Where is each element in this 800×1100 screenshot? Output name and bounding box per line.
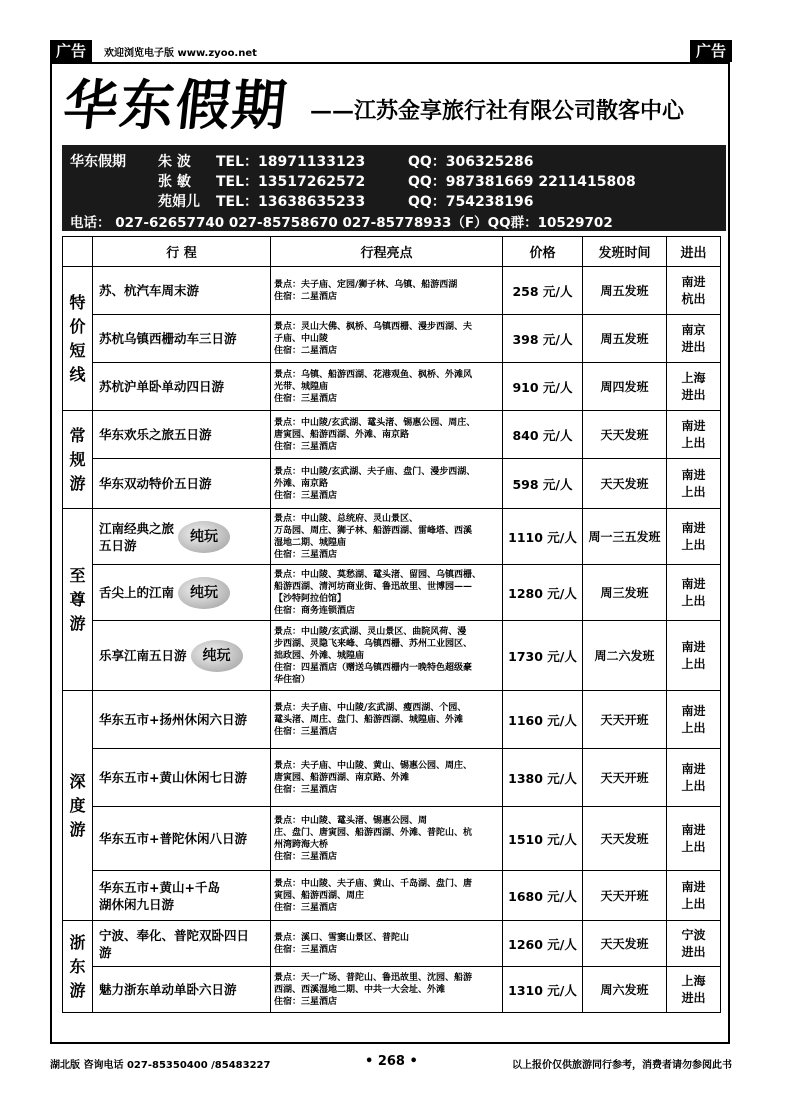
route-schedule: 天天发班 — [583, 921, 667, 967]
table-header-row — [63, 237, 721, 267]
route-inout: 南进 杭出 — [667, 267, 721, 315]
route-price: 1310 元/人 — [503, 967, 583, 1013]
route-name: 华东五市+黄山休闲七日游 — [93, 749, 271, 807]
route-name: 苏、杭汽车周末游 — [93, 267, 271, 315]
table-row — [63, 509, 721, 565]
table-row — [63, 749, 721, 807]
ad-tag-right: 广告 — [690, 40, 732, 62]
header-schedule: 发班时间 — [583, 237, 667, 267]
route-highlights: 景点：中山陵、总统府、灵山景区、 万岛园、周庄、狮子林、船游西湖、雷峰塔、西溪 湿地二期、城隍庙 住宿：三星酒店 — [271, 509, 503, 565]
table-row — [63, 459, 721, 509]
table-row — [63, 807, 721, 871]
route-name-line2: 游 — [99, 944, 112, 960]
table-row — [63, 621, 721, 691]
route-price: 1260 元/人 — [503, 921, 583, 967]
contact-tel-2: TEL：13517262572 — [216, 174, 366, 190]
category-regular: 常 规 游 — [63, 411, 93, 509]
route-inout: 南进 上出 — [667, 749, 721, 807]
top-bar — [50, 40, 732, 62]
route-name-line2: 五日游 — [99, 537, 137, 553]
route-inout: 上海 进出 — [667, 967, 721, 1013]
header-route: 行 程 — [93, 237, 271, 267]
route-highlights: 景点：溪口、雪窦山景区、普陀山 住宿：三星酒店 — [271, 921, 503, 967]
route-name: 苏杭沪单卧单动四日游 — [93, 363, 271, 411]
page-number: • 268 • — [365, 1054, 418, 1069]
route-schedule: 周二六发班 — [583, 621, 667, 691]
route-highlights: 景点：中山陵、莫愁湖、鼋头渚、留园、乌镇西栅、 船游西湖、清河坊商业街、鲁迅故里、世博园—— 【沙特阿拉伯馆】 住宿：商务连锁酒店 — [271, 565, 503, 621]
contact-label: 华东假期 — [70, 154, 126, 170]
route-price: 398 元/人 — [503, 315, 583, 363]
route-price: 1380 元/人 — [503, 749, 583, 807]
table-row — [63, 411, 721, 459]
route-price: 910 元/人 — [503, 363, 583, 411]
route-price: 258 元/人 — [503, 267, 583, 315]
table-row — [63, 967, 721, 1013]
contact-qq-2: QQ：987381669 2211415808 — [408, 174, 636, 190]
route-name-cell — [93, 871, 271, 921]
route-price: 1110 元/人 — [503, 509, 583, 565]
route-name: 华东五市+普陀休闲八日游 — [93, 807, 271, 871]
table-row — [63, 363, 721, 411]
footer — [50, 1054, 732, 1072]
pure-play-badge: 纯玩 — [191, 640, 243, 672]
category-special: 特 价 短 线 — [63, 267, 93, 411]
contact-phones: 电话： 027-62657740 027-85758670 027-85778933（F）QQ群：10529702 — [70, 215, 613, 231]
route-inout: 南进 上出 — [667, 459, 721, 509]
route-schedule: 天天开班 — [583, 691, 667, 749]
pure-play-badge: 纯玩 — [178, 577, 230, 609]
route-name: 宁波、奉化、普陀双卧四日 — [99, 927, 250, 943]
contact-qq-3: QQ：754238196 — [408, 194, 534, 210]
company-subtitle: ——江苏金享旅行社有限公司散客中心 — [310, 98, 685, 124]
route-inout: 南进 上出 — [667, 691, 721, 749]
contact-tel-1: TEL：18971133123 — [216, 154, 366, 170]
table-row — [63, 921, 721, 967]
route-highlights: 景点：灵山大佛、枫桥、乌镇西栅、漫步西湖、夫 子庙、中山陵 住宿：二星酒店 — [271, 315, 503, 363]
ad-tag-left: 广告 — [50, 40, 92, 62]
route-highlights: 景点：中山陵/玄武湖、鼋头渚、锡惠公园、周庄、 唐寅园、船游西湖、外滩、南京路 住宿：三星酒店 — [271, 411, 503, 459]
route-name-line2: 湖休闲九日游 — [99, 896, 175, 912]
table-row — [63, 315, 721, 363]
route-name: 华东双动特价五日游 — [93, 459, 271, 509]
route-highlights: 景点：中山陵/玄武湖、灵山景区、曲院风荷、漫 步西湖、灵隐飞来峰、乌镇西栅、苏州工业园区、 拙政园、外滩、城隍庙 住宿：四星酒店（赠送乌镇西栅内一晚特色超级豪 华住宿） — [271, 621, 503, 691]
table-row — [63, 565, 721, 621]
contact-name-3: 苑娟儿 — [158, 194, 200, 210]
route-highlights: 景点：乌镇、船游西湖、花港观鱼、枫桥、外滩风 光带、城隍庙 住宿：三星酒店 — [271, 363, 503, 411]
route-schedule: 周六发班 — [583, 967, 667, 1013]
header-highlights: 行程亮点 — [271, 237, 503, 267]
page-title: 华东假期 — [60, 73, 292, 137]
header-inout: 进出 — [667, 237, 721, 267]
contact-tel-3: TEL：13638635233 — [216, 194, 366, 210]
route-schedule: 周三发班 — [583, 565, 667, 621]
route-inout: 南进 上出 — [667, 871, 721, 921]
route-schedule: 天天发班 — [583, 807, 667, 871]
contact-name-1: 朱 波 — [158, 154, 191, 170]
route-name: 乐享江南五日游 — [99, 648, 187, 663]
contact-qq-1: QQ：306325286 — [408, 154, 534, 170]
category-zhedong: 浙 东 游 — [63, 921, 93, 1013]
route-name: 华东欢乐之旅五日游 — [93, 411, 271, 459]
route-name-cell — [93, 921, 271, 967]
route-price: 1280 元/人 — [503, 565, 583, 621]
contact-block — [62, 145, 726, 231]
route-name: 江南经典之旅 — [99, 520, 175, 536]
pure-play-badge: 纯玩 — [178, 521, 230, 553]
contact-name-2: 张 敏 — [158, 174, 191, 190]
route-name-cell — [93, 621, 271, 691]
route-schedule: 周四发班 — [583, 363, 667, 411]
route-highlights: 景点：夫子庙、中山陵/玄武湖、瘦西湖、个园、 鼋头渚、周庄、盘门、船游西湖、城隍庙、外滩 住宿：三星酒店 — [271, 691, 503, 749]
route-price: 1730 元/人 — [503, 621, 583, 691]
footer-hotline: 湖北版 咨询电话 027-85350400 /85483227 — [50, 1060, 271, 1071]
route-price: 1680 元/人 — [503, 871, 583, 921]
route-price: 1510 元/人 — [503, 807, 583, 871]
footer-disclaimer: 以上报价仅供旅游同行参考，消费者请勿参阅此书 — [512, 1060, 732, 1071]
table-row — [63, 267, 721, 315]
route-name: 魅力浙东单动单卧六日游 — [93, 967, 271, 1013]
route-name-cell — [93, 565, 271, 621]
route-price: 1160 元/人 — [503, 691, 583, 749]
route-highlights: 景点：夫子庙、定园/狮子林、乌镇、船游西湖 住宿：二星酒店 — [271, 267, 503, 315]
category-premium: 至 尊 游 — [63, 509, 93, 691]
header-blank — [63, 237, 93, 267]
route-schedule: 天天开班 — [583, 871, 667, 921]
route-inout: 南进 上出 — [667, 509, 721, 565]
route-schedule: 天天发班 — [583, 411, 667, 459]
route-schedule: 周一三五发班 — [583, 509, 667, 565]
route-name: 苏杭乌镇西栅动车三日游 — [93, 315, 271, 363]
table-row — [63, 871, 721, 921]
route-inout: 南进 上出 — [667, 565, 721, 621]
category-deep: 深 度 游 — [63, 691, 93, 921]
route-highlights: 景点：天一广场、普陀山、鲁迅故里、沈园、船游 西湖、西溪湿地二期、中共一大会址、外滩 住宿：三星酒店 — [271, 967, 503, 1013]
route-schedule: 天天开班 — [583, 749, 667, 807]
route-price: 598 元/人 — [503, 459, 583, 509]
route-highlights: 景点：中山陵/玄武湖、夫子庙、盘门、漫步西湖、 外滩、南京路 住宿：三星酒店 — [271, 459, 503, 509]
route-inout: 南京 进出 — [667, 315, 721, 363]
route-inout: 南进 上出 — [667, 807, 721, 871]
route-inout: 南进 上出 — [667, 621, 721, 691]
table-row — [63, 691, 721, 749]
route-name-cell — [93, 509, 271, 565]
route-highlights: 景点：中山陵、夫子庙、黄山、千岛湖、盘门、唐 寅园、船游西湖、周庄 住宿：三星酒店 — [271, 871, 503, 921]
route-inout: 上海 进出 — [667, 363, 721, 411]
route-inout: 宁波 进出 — [667, 921, 721, 967]
route-schedule: 天天发班 — [583, 459, 667, 509]
route-inout: 南进 上出 — [667, 411, 721, 459]
header-price: 价格 — [503, 237, 583, 267]
route-name: 舌尖上的江南 — [99, 585, 175, 600]
route-highlights: 景点：夫子庙、中山陵、黄山、锡惠公园、周庄、 唐寅园、船游西湖、南京路、外滩 住宿：三星酒店 — [271, 749, 503, 807]
header — [58, 72, 728, 142]
site-url-text: 欢迎浏览电子版 www.zyoo.net — [104, 48, 257, 59]
tour-table — [62, 236, 721, 1013]
route-price: 840 元/人 — [503, 411, 583, 459]
route-name: 华东五市+扬州休闲六日游 — [93, 691, 271, 749]
route-schedule: 周五发班 — [583, 267, 667, 315]
route-highlights: 景点：中山陵、鼋头渚、锡惠公园、周 庄、盘门、唐寅园、船游西湖、外滩、普陀山、杭 州湾跨海大桥 住宿：三星酒店 — [271, 807, 503, 871]
route-name: 华东五市+黄山+千岛 — [99, 879, 220, 895]
route-schedule: 周五发班 — [583, 315, 667, 363]
